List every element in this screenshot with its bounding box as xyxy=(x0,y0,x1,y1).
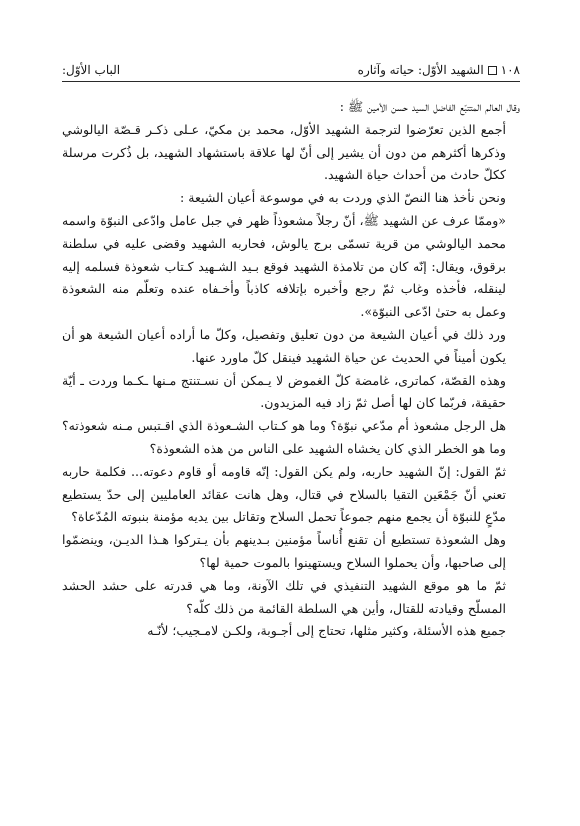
paragraph: وهذه القصّة، كماترى، غامضة كلّ الغموض لا يـمكن أن نسـتنتج مـنها ـكـما وردت ـ أيّة حقيقة، فربّما كان لها أصل ثمّ زاد فيه المزيدون. xyxy=(62,372,506,411)
paragraph: أجمع الذين تعرّضوا لترجمة الشهيد الأوّل، محمد بن مكيّ، عـلى ذكـر قـصّة اليالوشي وذكرها أكثرهم من دون أن يشير إلى أنّ لها علاقة باستشهاد الشهيد، بل ذُكرت مرسلة ككلّ حادث من أحداث حياة الشهيد. xyxy=(62,121,506,183)
paragraph: ونحن نأخذ هنا النصّ الذي وردت به في موسوعة أعيان الشيعة : xyxy=(179,190,506,206)
paragraph: «وممّا عرف عن الشهيد ﷺ، أنّ رجلاً مشعوذاً ظهر في جبل عامل وادّعى النبوّة واسمه محمد اليالوشي من قرية تسمّى برج يالوش، فحاربه الشهيد وقضى عليه في سلطنة برقوق، ويقال: إنّه كان من تلامذة الشهيد فوقع بـيد الشـهيد كـتاب شعوذة فسلمه إليه لينقله، فأخذه وغاب ثمّ رجع وأخبره بإتلافه كاذباً وأخـفاه عنده وتعلّم منه الشعوذة وعمل به حتىٰ ادّعى النبوّة». xyxy=(62,212,506,320)
paragraph: ورد ذلك في أعيان الشيعة من دون تعليق وتفصيل، وكلّ ما أراده أعيان الشيعة هو أن يكون أميناً في الحديث عن حياة الشهيد فينقل كلّ ماورد عنها. xyxy=(62,326,506,365)
running-header xyxy=(62,60,520,82)
page-number: ١٠٨ xyxy=(500,63,520,77)
paragraph: وقال العالم المتتبّع الفاضل السيد حسن الأمين ﷺ : xyxy=(339,99,520,114)
header-title-group xyxy=(358,62,520,78)
paragraph: ثمّ ما هو موقع الشهيد التنفيذي في تلك الآونة، وما هي قدرته على حشد الحشد المسلّح وقيادته للقتال، وأين هي السلطة القائمة من ذلك كلّه؟ xyxy=(62,577,506,616)
paragraph: جميع هذه الأسئلة، وكثير مثلها، تحتاج إلى أجـوبة، ولكـن لامـجيب؛ لأنّـه xyxy=(147,623,506,639)
square-separator-icon xyxy=(488,66,497,75)
paragraph: هل الرجل مشعوذ أم مدّعي نبوّة؟ وما هو كـتاب الشـعوذة الذي اقـتبس مـنه شعوذته؟ وما هو الخطر الذي كان يخشاه الشهيد على الناس من هذه الشعوذة؟ xyxy=(62,418,506,456)
chapter-label: الباب الأوّل: xyxy=(62,63,121,77)
running-title: الشهيد الأوّل: حياته وآثاره xyxy=(357,63,484,77)
paragraph: ثمّ القول: إنّ الشهيد حاربه، ولم يكن القول: إنّه قاومه أو قاوم دعوته... فكلمة حاربه تعني أنّ جَمْعَين التقيا بالسلاح في قتال، وهل هانت عقائد العامليين إلى حدّ يستطيع مدّعٍ للنبوّة أن يجمع منهم جموعاً تحمل السلاح وتقاتل بين يديه مؤمنة بنبوته المُدّعاة؟ xyxy=(62,463,506,525)
paragraph: وهل الشعوذة تستطيع أن تقنع أُناساً مؤمنين بـدينهم بأن يـتركوا هـذا الديـن، وينضمّوا إلى صاحبها، وأن يحملوا السلاح ويستهينوا بالموت حمية لها؟ xyxy=(62,532,506,570)
body-text xyxy=(62,96,520,806)
